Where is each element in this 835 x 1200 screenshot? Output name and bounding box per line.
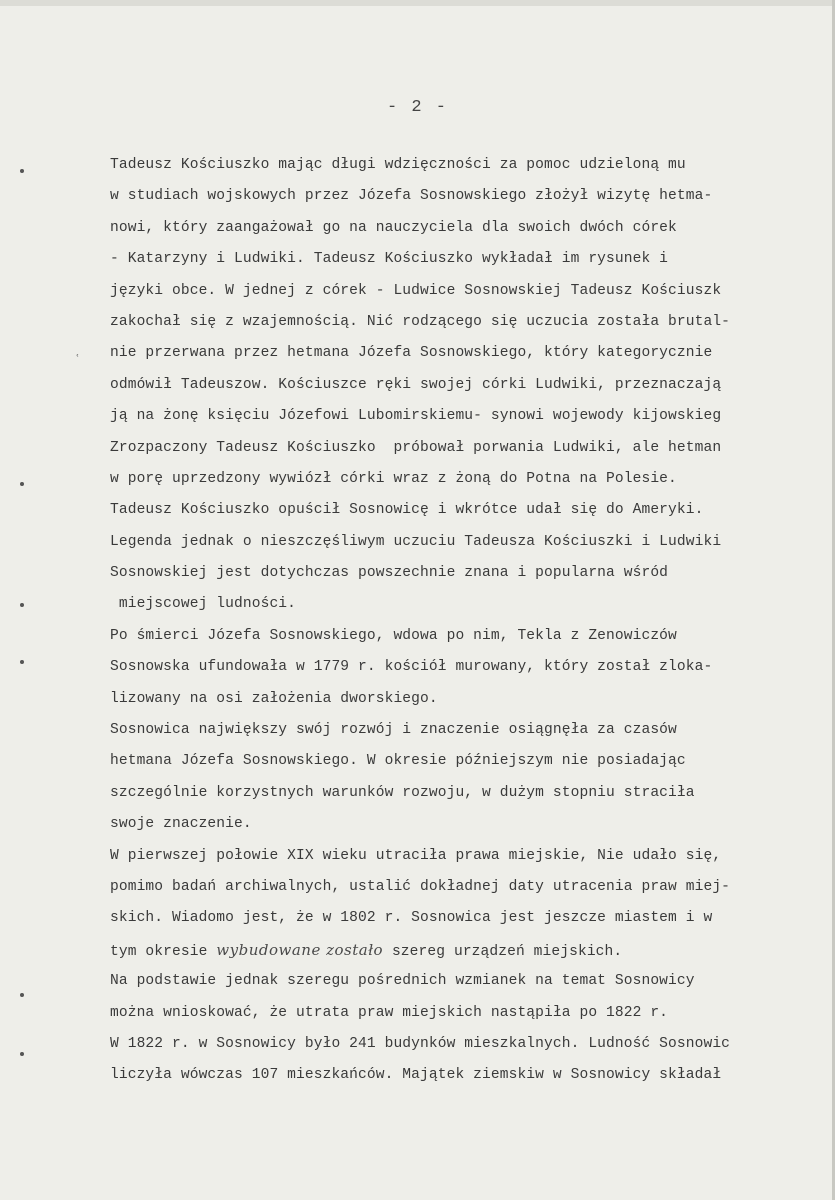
text-line: pomimo badań archiwalnych, ustalić dokładnej daty utracenia praw miej-: [110, 878, 731, 895]
text-line: Legenda jednak o nieszczęśliwym uczuciu Tadeusza Kościuszki i Ludwiki: [110, 533, 722, 550]
margin-dot: [20, 482, 24, 486]
text-line: swoje znaczenie.: [110, 816, 252, 833]
text-line: szczególnie korzystnych warunków rozwoju, w dużym stopniu straciła: [110, 784, 695, 801]
text-line: Sosnowskiej jest dotychczas powszechnie znana i popularna wśród: [110, 565, 669, 582]
margin-dot: [20, 1052, 24, 1056]
text-line: Po śmierci Józefa Sosnowskiego, wdowa po nim, Tekla z Zenowiczów: [110, 627, 677, 644]
text-line: Na podstawie jednak szeregu pośrednich wzmianek na temat Sosnowicy: [110, 973, 695, 990]
text-line: skich. Wiadomo jest, że w 1802 r. Sosnowica jest jeszcze miastem i w: [110, 910, 713, 927]
text-line: języki obce. W jednej z córek - Ludwice Sosnowskiej Tadeusz Kościuszk: [110, 282, 722, 299]
text-line: w studiach wojskowych przez Józefa Sosnowskiego złożył wizytę hetma-: [110, 188, 713, 205]
text-line: Sosnowska ufundowała w 1779 r. kościół murowany, który został zloka-: [110, 659, 713, 676]
margin-dot: [20, 169, 24, 173]
typed-text: tym okresie: [110, 943, 217, 960]
text-line: liczyła wówczas 107 mieszkańców. Majątek ziemskiw w Sosnowicy składał: [110, 1067, 722, 1084]
text-line-with-handwriting: [110, 935, 835, 966]
text-line: Sosnowica największy swój rozwój i znaczenie osiągnęła za czasów: [110, 722, 677, 739]
text-line: miejscowej ludności.: [110, 596, 297, 613]
typed-text: szereg urządzeń miejskich.: [383, 943, 623, 960]
text-line: Zrozpaczony Tadeusz Kościuszko próbował porwania Ludwiki, ale hetman: [110, 439, 722, 456]
page-number: - 2 -: [386, 98, 448, 117]
text-line: W pierwszej połowie XIX wieku utraciła prawa miejskie, Nie udało się,: [110, 847, 722, 864]
margin-tick-mark: ʿ: [76, 352, 80, 365]
text-line: zakochał się z wzajemnością. Nić rodzącego się uczucia została brutal-: [110, 313, 731, 330]
body-text: [110, 150, 835, 1092]
margin-dot: [20, 603, 24, 607]
text-line: - Katarzyny i Ludwiki. Tadeusz Kościuszko wykładał im rysunek i: [110, 251, 669, 268]
margin-dot: [20, 660, 24, 664]
text-line: ją na żonę księciu Józefowi Lubomirskiemu- synowi wojewody kijowskieg: [110, 408, 722, 425]
text-line: W 1822 r. w Sosnowicy było 241 budynków mieszkalnych. Ludność Sosnowic: [110, 1035, 731, 1052]
text-line: odmówił Tadeuszow. Kościuszce ręki swojej córki Ludwiki, przeznaczają: [110, 376, 722, 393]
text-line: można wnioskować, że utrata praw miejskich nastąpiła po 1822 r.: [110, 1004, 669, 1021]
text-line: Tadeusz Kościuszko mając długi wdzięczności za pomoc udzieloną mu: [110, 157, 686, 173]
text-line: Tadeusz Kościuszko opuścił Sosnowicę i wkrótce udał się do Ameryki.: [110, 502, 704, 519]
margin-dot: [20, 993, 24, 997]
text-line: w porę uprzedzony wywiózł córki wraz z żoną do Potna na Polesie.: [110, 470, 677, 487]
page-top-edge: [0, 0, 835, 6]
text-line: nie przerwana przez hetmana Józefa Sosnowskiego, który kategorycznie: [110, 345, 713, 362]
text-line: lizowany na osi założenia dworskiego.: [110, 690, 438, 707]
handwritten-insertion: wybudowane zostało: [216, 940, 384, 959]
text-line: nowi, który zaangażował go na nauczyciela dla swoich dwóch córek: [110, 219, 677, 236]
text-line: hetmana Józefa Sosnowskiego. W okresie późniejszym nie posiadając: [110, 753, 686, 770]
